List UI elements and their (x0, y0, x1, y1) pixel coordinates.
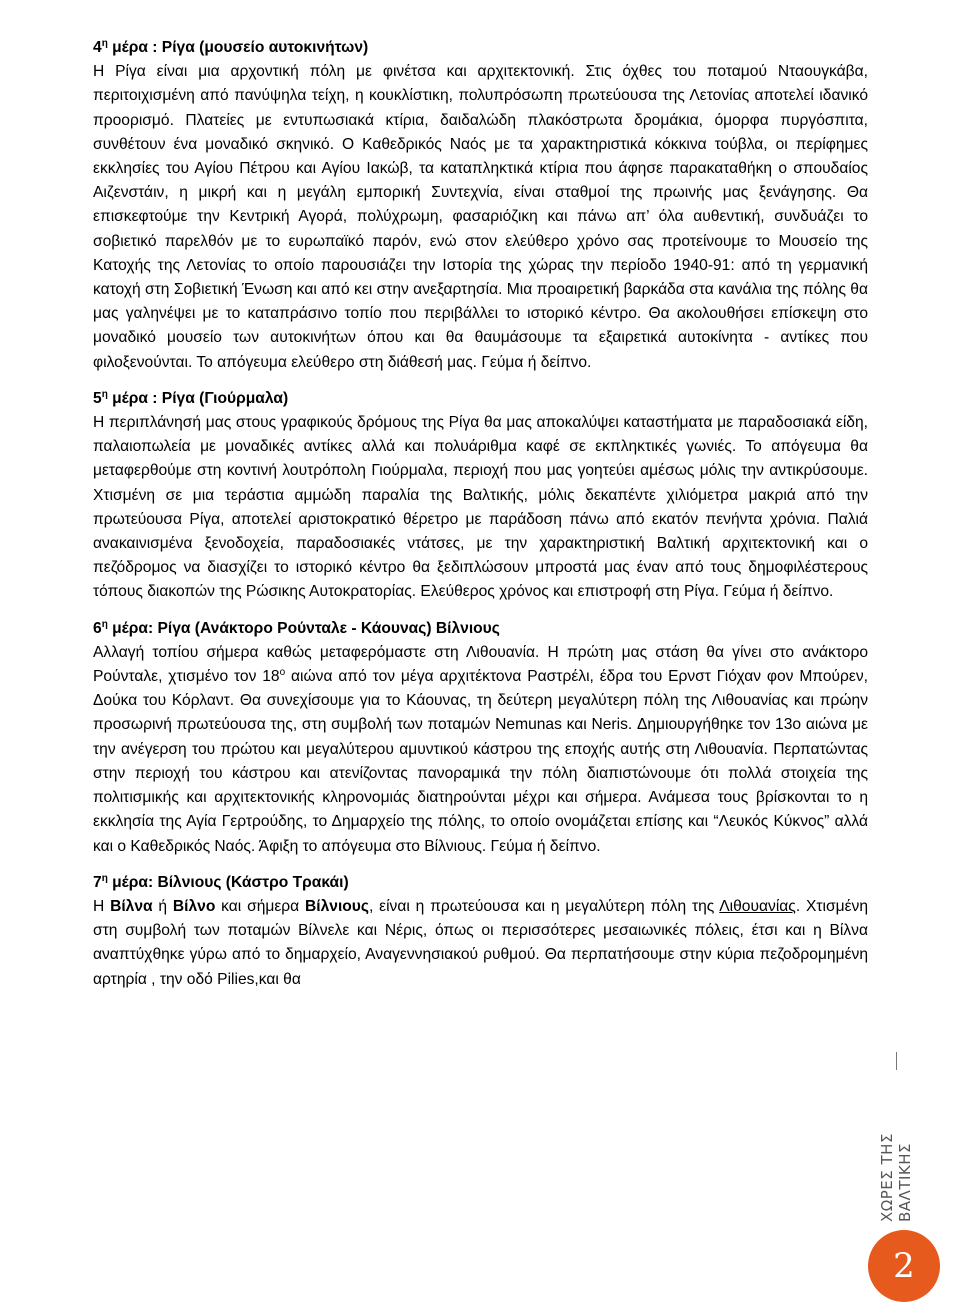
paragraph-text: Αλλαγή τοπίου σήμερα καθώς μεταφερόμαστε στη Λιθουανία. Η πρώτη μας στάση θα γίνει στο ανάκτορο Ρούνταλε, χτισμένο τον 18 (93, 643, 868, 686)
day-number: 5 (93, 389, 102, 407)
day-title: μέρα: Ρίγα (Ανάκτορο Ρούνταλε - Κάουνας) Βίλνιους (107, 619, 500, 637)
ordinal-suffix: η (101, 388, 108, 400)
day-6-heading (93, 617, 868, 641)
day-number: 4 (93, 39, 102, 56)
lithuania-link[interactable]: Λιθουανίας (719, 897, 796, 915)
document-body (93, 36, 868, 992)
day-6-paragraph (93, 641, 868, 859)
day-5-paragraph: Η περιπλάνησή μας στους γραφικούς δρόμους της Ρίγα θα μας αποκαλύψει καταστήματα με παραδοσιακά είδη, παλαιοπωλεία με μοναδικές αντίκες αλλά και πολυάριθμα καφέ σε εκπληκτικές γωνιές. Το απόγευμα θα μεταφερθούμε στη κοντινή λουτρόπολη Γιούρμαλα, περιοχή που μας γοητεύει αμέσως μόλις την αντικρύσουμε. Χτισμένη σε μια τεράστια αμμώδη παραλία της Βαλτικής, μόλις δεκαπέντε χιλιόμετρα μακριά από την πρωτεύουσα Ρίγα, αποτελεί αριστοκρατικό θέρετρο με παράδοση πάνω από εκατόν πενήντα χρόνια. Παλιά ανακαινισμένα ξενοδοχεία, παραδοσιακές ντάτσες, με την χαρακτηριστική Βαλτική αρχιτεκτονική και ο πεζόδρομος να διασχίζει το ιστορικό κέντρο θα ξεδιπλώσουν μπροστά μας έναν από τους δημοφιλέστερους τόπους διακοπών της Ρώσικης Αυτοκρατορίας. Ελεύθερος χρόνος και επιστροφή στη Ρίγα. Γεύμα ή δείπνο. (93, 414, 868, 601)
ordinal-suffix: η (101, 37, 108, 49)
bold-term: Βίλνο (172, 897, 216, 915)
bold-term: Βίλνα (110, 897, 153, 915)
sidebar-title (876, 1062, 916, 1222)
day-4-heading (93, 36, 868, 60)
ordinal-suffix: ο (279, 666, 286, 678)
paragraph-text: , είναι η πρωτεύουσα και η μεγαλύτερη πόλη της (369, 897, 720, 915)
day-4-paragraph: Η Ρίγα είναι μια αρχοντική πόλη με φινέτσα και αρχιτεκτονική. Στις όχθες του ποταμού Νταουγκάβα, περιτοιχισμένη από πανύψηλα τείχη, η κουκλίστικη, πολυπρόσωπη πρωτεύουσα της Λετονίας αποτελεί ιδανικό προορισμό. Πλατείες με εντυπωσιακά κτίρια, δαιδαλώδη πλακόστρωτα δρομάκια, όμορφα πυργόσπιτα, συνθέτουν ένα μοναδικό σκηνικό. Ο Καθεδρικός Ναός με τα χαρακτηριστικά κόκκινα τούβλα, οι περίφημες εκκλησίες του Αγίου Πέτρου και Αγίου Ιακώβ, τα καταπληκτικά κτίρια που άφησε παρακαταθήκη ο σπουδαίος Αιζενστάιν, η μικρή και η μεγάλη εμπορική Συντεχνία, είναι σταθμοί της πρωινής μας ξενάγησης. Θα επισκεφτούμε την Κεντρική Αγορά, πολύχρωμη, φασαριόζικη και πάνω απ’ όλα αυθεντική, συνδυάζει το σοβιετικό παρελθόν με το ευρωπαϊκό παρόν, ενώ στον ελεύθερο χρόνο σας προτείνουμε το Μουσείο της Κατοχής της Λετονίας το οποίο παρουσιάζει την Ιστορία της χώρας την περίοδο 1940-91: από τη γερμανική κατοχή στη Σοβιετική Ένωση και από κει στην ανεξαρτησία. Μια προαιρετική βαρκάδα στα κανάλια της πόλης θα μας γαληνέψει με το καταπράσινο τοπίο που περιβάλλει το ιστορικό κέντρο. Θα ακολουθήσει επίσκεψη στο μοναδικό μουσείο των αυτοκινήτων όπου και θα θαυμάσουμε τα εξαιρετικά αυτοκίνητα - αντίκες που φιλοξενούνται. Το απόγευμα ελεύθερο στη διάθεσή μας. Γεύμα ή δείπνο. (93, 63, 868, 371)
page-number-badge: 2 (868, 1230, 940, 1302)
paragraph-text: αιώνα από τον μέγα αρχιτέκτονα Ραστρέλι, έδρα του Ερνστ Γιόχαν φον Μπούρεν, Δούκα του Κόρλαντ. Θα συνεχίσουμε για το Κάουνας, τη δεύτερη μεγαλύτερη πόλη της Λιθουανίας και πρώην προσωρινή πρωτεύουσα της, στη συμβολή των ποταμών Nemunas και Neris. Δημιουργήθηκε τον 13ο αιώνα με την ανέγερση του πρώτου και μεγαλύτερου αμυντικού κάστρου της εποχής αυτής στη Λιθουανία. Περπατώντας στην περιοχή του κάστρου και ατενίζοντας πανοραμικά την πόλη διαπιστώνουμε ότι πολλά στοιχεία της πολιτισμικής και αρχιτεκτονικής κληρονομιάς διατηρούνται μέχρι και σήμερα. Ανάμεσα τους βρίσκονται το η εκκλησία της Αγία Γερτρούδης, το Δημαρχείο της πόλης, το οποίο ονομάζεται επίσης και “Λευκός Κύκνος” αλλά και ο Καθεδρικός Ναός. Άφιξη το απόγευμα στο Βίλνιους. Γεύμα ή δείπνο. (93, 668, 868, 855)
day-5-section (93, 387, 868, 605)
day-title: μέρα: Βίλνιους (Κάστρο Τρακάι) (107, 873, 349, 891)
day-6-section (93, 617, 868, 859)
day-number: 7 (93, 873, 102, 891)
paragraph-text: Η (93, 897, 111, 915)
ordinal-suffix: η (101, 872, 108, 884)
day-7-section (93, 871, 868, 992)
bold-term: Βίλνιους (305, 897, 369, 915)
day-number: 6 (93, 619, 102, 637)
paragraph-text: και σήμερα (215, 897, 306, 915)
day-7-paragraph (93, 895, 868, 992)
day-title: μέρα : Ρίγα (Γιούρμαλα) (107, 389, 289, 407)
ordinal-suffix: η (101, 618, 108, 630)
day-5-heading (93, 387, 868, 411)
day-title: μέρα : Ρίγα (μουσείο αυτοκινήτων) (107, 39, 369, 56)
paragraph-text: ή (152, 897, 173, 915)
day-4-section (93, 36, 868, 375)
day-7-heading (93, 871, 868, 895)
paragraph-text: . Χτισμένη στη συμβολή των ποταμών Βίλνελε και Νέρις, όπως οι περισσότερες μεσαιωνικές πόλεις, έτσι και η Βίλνα αναπτύχθηκε γύρω από το δημαρχείο, Αναγεννησιακού ρυθμού. Θα περπατήσουμε στην κύρια πεζοδρομημένη αρτηρία , την οδό Pilies,και θα (93, 897, 869, 988)
sidebar-title-text: ΧΩΡΕΣ ΤΗΣ ΒΑΛΤΙΚΗΣ (878, 1133, 914, 1222)
